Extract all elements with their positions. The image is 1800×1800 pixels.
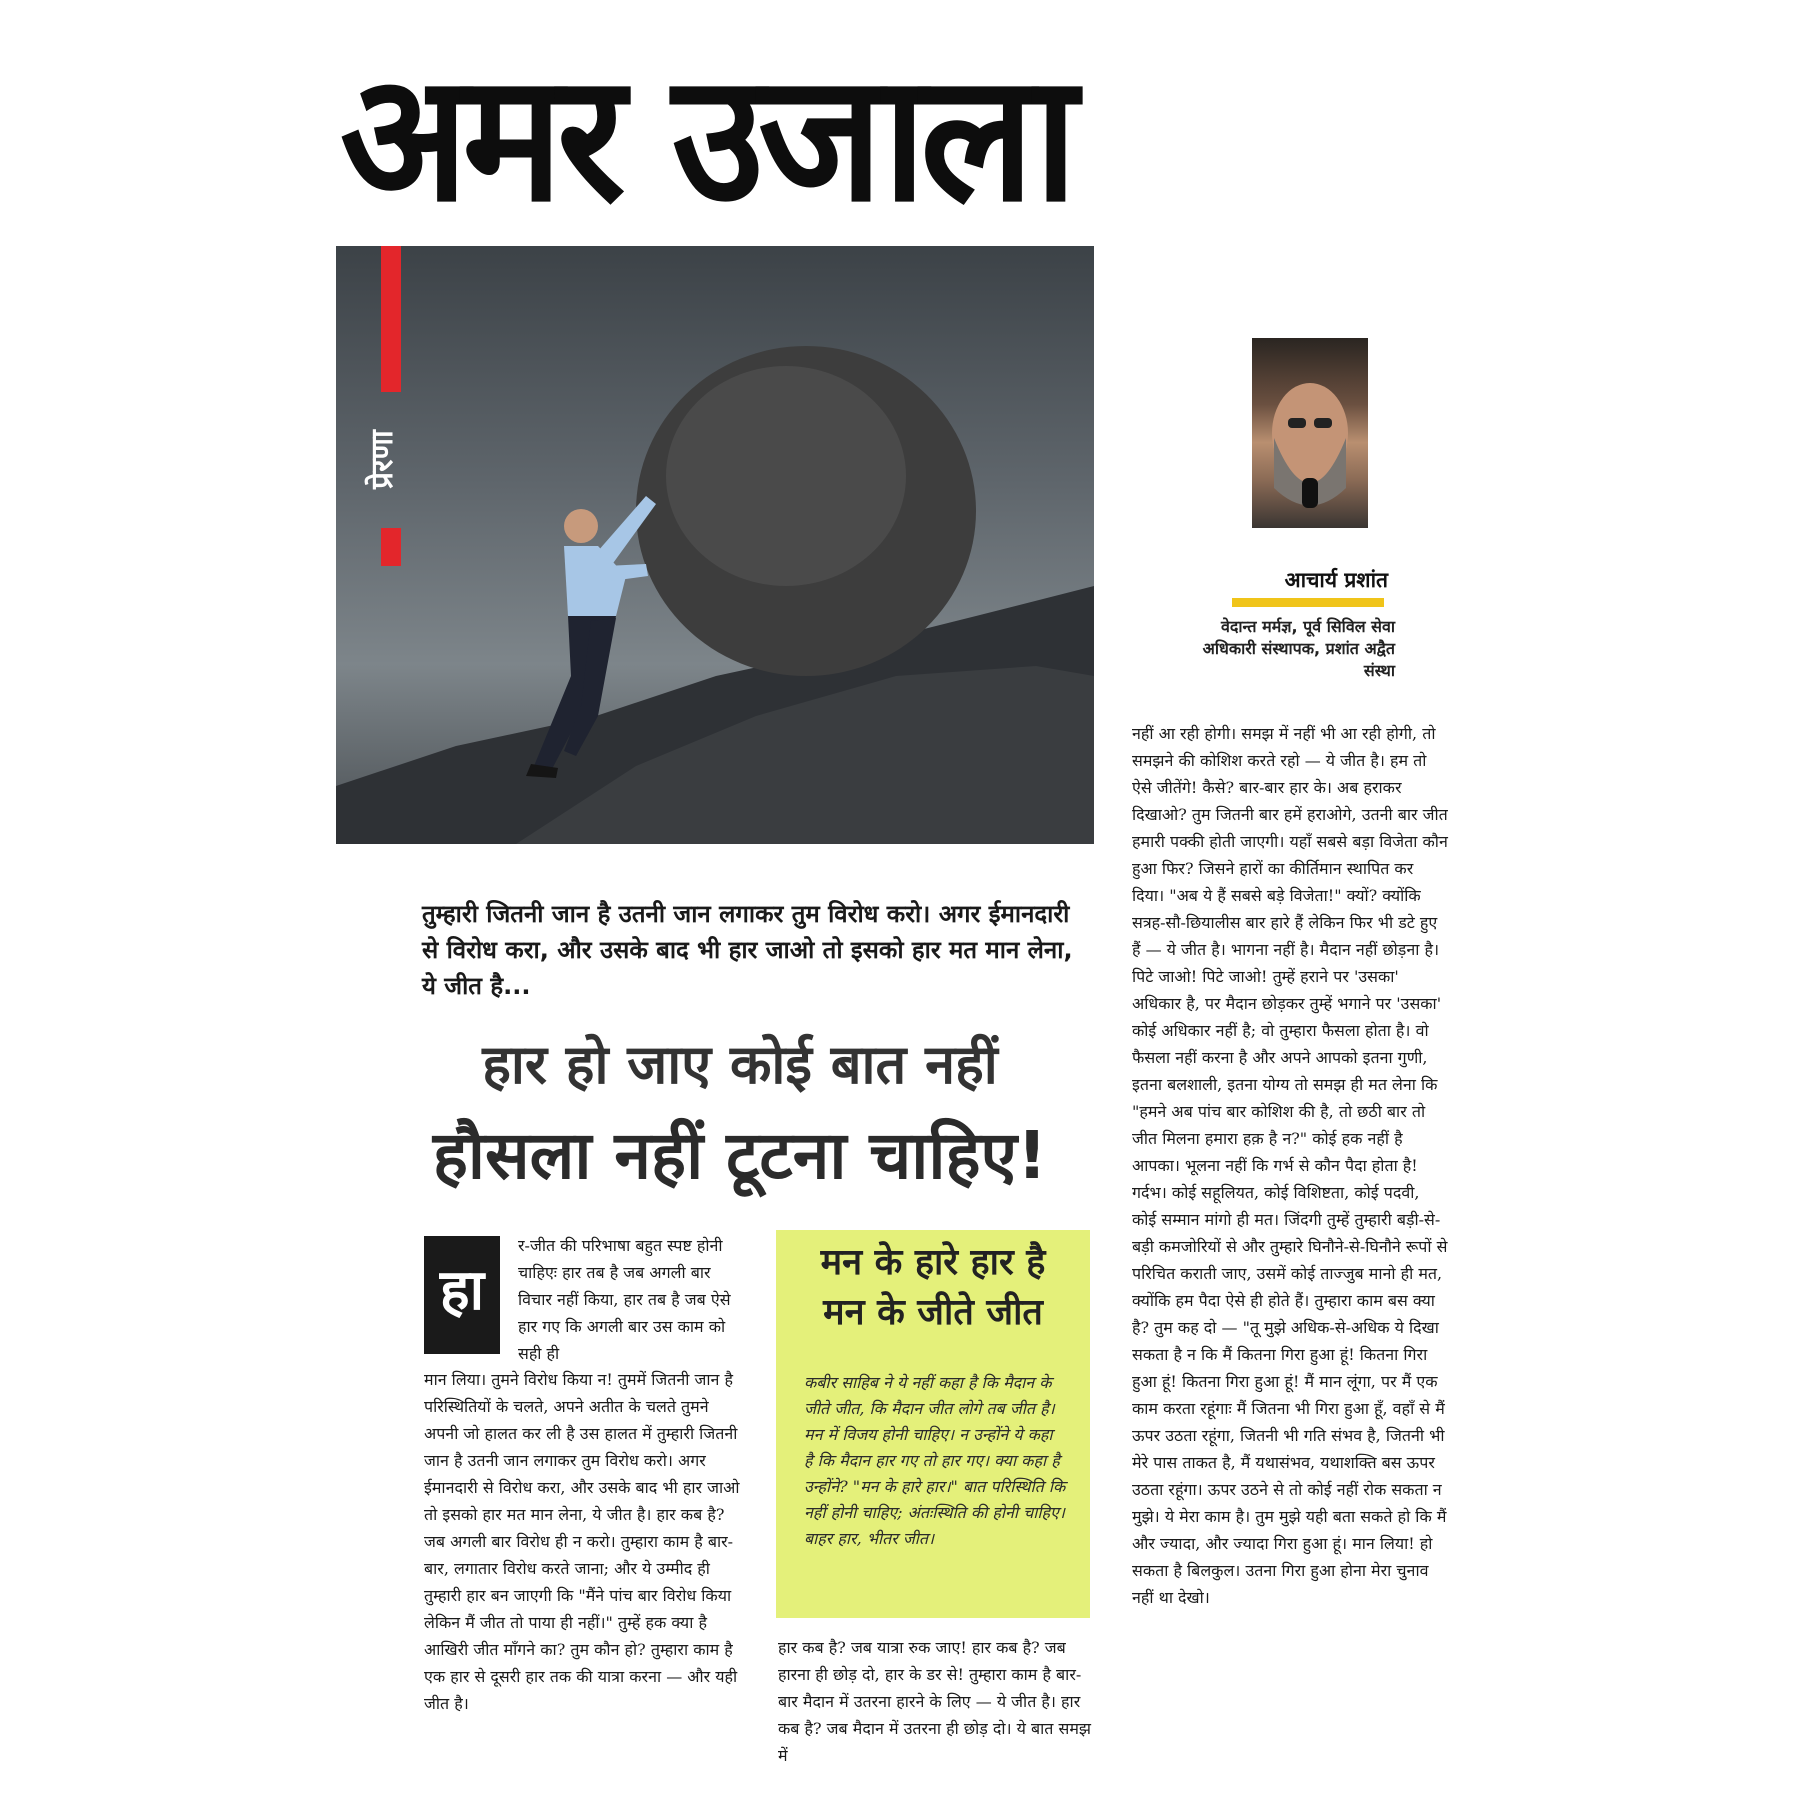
drop-cap: हा [424,1236,500,1354]
man-pushing-boulder-illustration [336,246,1094,844]
article-col1-top: र-जीत की परिभाषा बहुत स्पष्ट होनी चाहिएः हार तब है जब अगली बार विचार नहीं किया, हार तब है जब ऐसे हार गए कि अगली बार उस काम को सही ही [518,1236,731,1363]
article-col2: हार कब है? जब यात्रा रुक जाए! हार कब है? जब हारना ही छोड़ दो, हार के डर से! तुम्हारा काम है बार-बार मैदान में उतरना हारने के लिए — ये जीत है। हार कब है? जब मैदान में उतरना ही छोड़ दो। ये बात समझ में [778,1638,1091,1765]
author-description: वेदान्त मर्मज्ञ, पूर्व सिविल सेवा अधिकारी संस्थापक, प्रशांत अद्वैत संस्था [1202,617,1395,680]
author-portrait-illustration [1252,338,1368,528]
quote-body: कबीर साहिब ने ये नहीं कहा है कि मैदान के जीते जीत, कि मैदान जीत लोगे तब जीत है। मन में विजय होनी चाहिए। न उन्होंने ये कहा है कि मैदान हार गए तो हार गए। क्या कहा है उन्होंने? "मन के हारे हार।" बात परिस्थिति कि नहीं होनी चाहिए; अंतःस्थिति की होनी चाहिए। बाहर हार, भीतर जीत। [804,1373,1066,1548]
masthead-logo: अमर उजाला [340,35,1072,241]
quote-title-line1: मन के हारे हार है [820,1242,1046,1283]
headline-line2: हौसला नहीं टूटना चाहिए! [432,1117,1048,1194]
boulder-photo [336,246,1094,844]
quote-title-line2: मन के जीते जीत [823,1292,1043,1333]
section-tag-bar-top [381,246,401,392]
article-col1-bottom: मान लिया। तुमने विरोध किया न! तुममें जितनी जान है परिस्थितियों के चलते, अपने अतीत के चलते तुमने अपनी जो हालत कर ली है उस हालत में तुम्हारी जितनी जान है उतनी जान लगाकर तुम विरोध करो। अगर ईमानदारी से विरोध करा, और उसके बाद भी हार जाओ तो इसको हार मत मान लेना, ये जीत है। हार कब है? जब अगली बार विरोध ही न करो। तुम्हारा काम है बार-बार, लगातार विरोध करते जाना; और ये उम्मीद ही तुम्हारी हार बन जाएगी कि "मैंने पांच बार विरोध किया लेकिन मैं जीत तो पाया ही नहीं।" तुम्हें हक क्या है आखिरी जीत माँगने का? तुम कौन हो? तुम्हारा काम है एक हार से दूसरी हार तक की यात्रा करना — और यही जीत है। [424,1370,740,1713]
headline-line1: हार हो जाए कोई बात नहीं [482,1033,998,1096]
section-tag: प्रेरणा [365,430,400,490]
author-name: आचार्य प्रशांत [1284,568,1388,592]
author-photo [1252,338,1368,528]
section-tag-bar-bottom [381,528,401,566]
article-col3: नहीं आ रही होगी। समझ में नहीं भी आ रही होगी, तो समझने की कोशिश करते रहो — ये जीत है। हम तो ऐसे जीतेंगे! कैसे? बार-बार हार के। अब हराकर दिखाओ? तुम जितनी बार हमें हराओगे, उतनी बार जीत हमारी पक्की होती जाएगी। यहाँ सबसे बड़ा विजेता कौन हुआ फिर? जिसने हारों का कीर्तिमान स्थापित कर दिया। "अब ये हैं सबसे बड़े विजेता!" क्यों? क्योंकि सत्रह-सौ-छियालीस बार हारे हैं लेकिन फिर भी डटे हुए हैं — ये जीत है। भागना नहीं है। मैदान नहीं छोड़ना है। पिटे जाओ! पिटे जाओ! तुम्हें हराने पर 'उसका' अधिकार है, पर मैदान छोड़कर तुम्हें भगाने पर 'उसका' कोई अधिकार नहीं है; वो तुम्हारा फैसला होता है। वो फैसला नहीं करना है और अपने आपको इतना गुणी, इतना बलशाली, इतना योग्य तो समझ ही मत लेना कि "हमने अब पांच बार कोशिश की है, तो छठी बार तो जीत मिलना हमारा हक़ है न?" कोई हक नहीं है आपका। भूलना नहीं कि गर्भ से कौन पैदा होता है! गर्दभ। कोई सहूलियत, कोई विशिष्टता, कोई पदवी, कोई सम्मान मांगो ही मत। जिंदगी तुम्हें तुम्हारी बड़ी-से-बड़ी कमजोरियों से और तुम्हारे घिनौने-से-घिनौने रूपों से परिचित कराती जाए, उसमें कोई ताज्जुब मानो ही मत, क्योंकि हम पैदा ऐसे ही होते हैं। तुम्हारा काम बस क्या है? तुम कह दो — "तू मुझे अधिक-से-अधिक ये दिखा सकता है न कि मैं कितना गिरा हुआ हूं! कितना गिरा हुआ हूं! कितना गिरा हुआ हूं! मैं मान लूंगा, पर मैं एक काम करता रहूंगाः मैं जितना भी गिरा हुआ हूँ, वहाँ से मैं ऊपर उठता रहूंगा, जितनी भी गति संभव है, जितनी भी मेरे पास ताकत है, मैं यथासंभव, यथाशक्ति बस ऊपर उठता रहूंगा। ऊपर उठने से तो कोई नहीं रोक सकता न मुझे। ये मेरा काम है। तुम मुझे यही बता सकते हो कि मैं और ज्यादा, और ज्यादा गिरा हुआ हूं। मान लिया! हो सकता है बिलकुल। उतना गिरा हुआ होना मेरा चुनाव नहीं था देखो। [1132,724,1448,1607]
author-underline [1232,598,1384,607]
standfirst: तुम्हारी जितनी जान है उतनी जान लगाकर तुम विरोध करो। अगर ईमानदारी से विरोध करा, और उसके बाद भी हार जाओ तो इसको हार मत मान लेना, ये जीत है... [422,900,1073,1000]
quote-title [786,1238,1080,1338]
quote-box [776,1230,1090,1618]
